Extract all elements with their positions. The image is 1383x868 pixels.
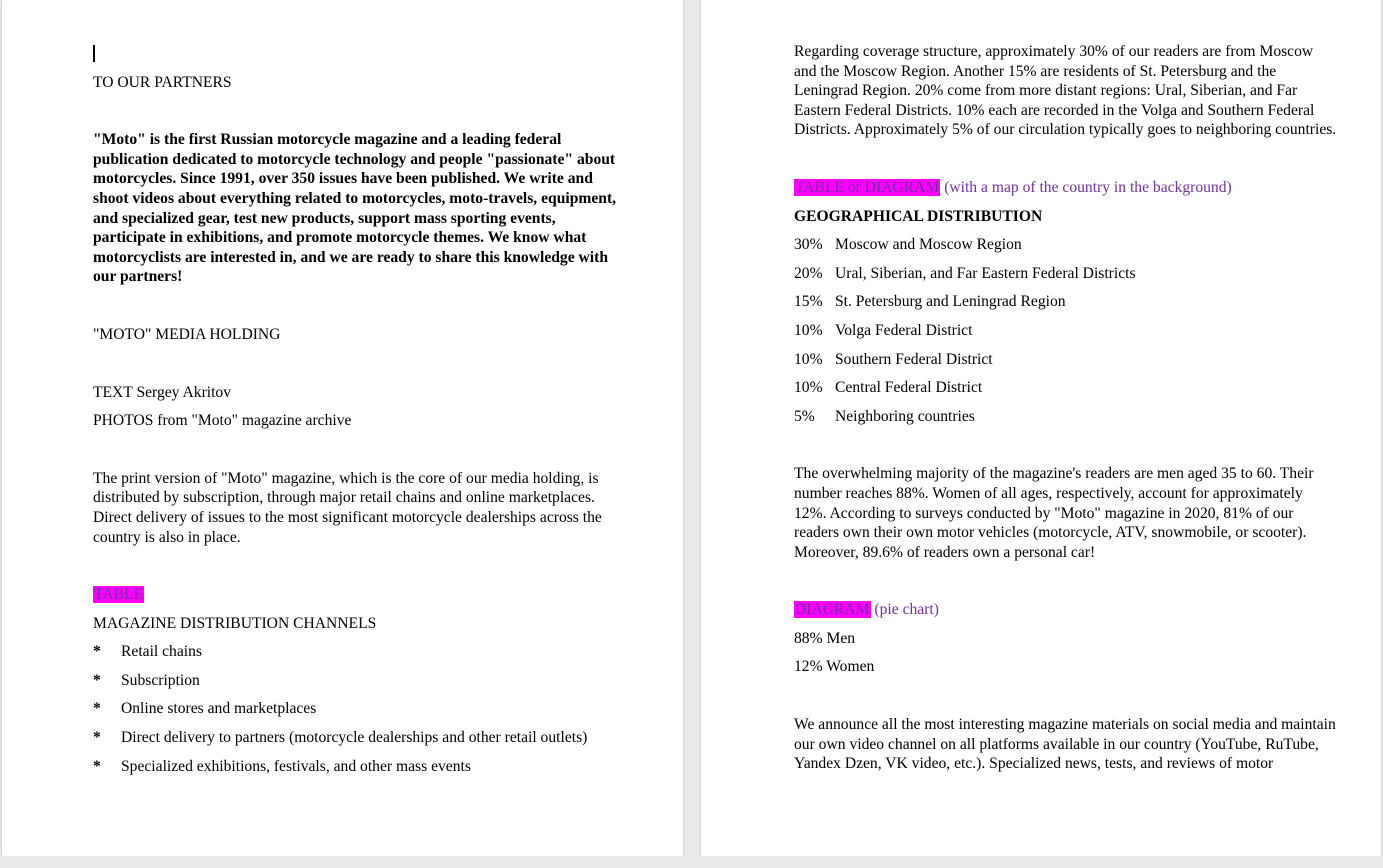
pie-row-men[interactable]: 88% Men: [794, 629, 856, 647]
channel-list-item[interactable]: [93, 728, 623, 748]
geo-percent: 5%: [794, 407, 815, 425]
bullet-marker: *: [93, 643, 101, 661]
geo-distribution-row[interactable]: [794, 378, 1337, 398]
channel-list-item[interactable]: [93, 671, 623, 691]
channel-text: Online stores and marketplaces: [121, 700, 317, 718]
table-or-diagram-note: (with a map of the country in the background): [944, 178, 1232, 196]
credit-photos[interactable]: PHOTOS from "Moto" magazine archive: [93, 412, 352, 430]
geo-distribution-row[interactable]: [794, 407, 1337, 427]
credit-text-author[interactable]: TEXT Sergey Akritov: [93, 383, 232, 401]
geo-region: Volga Federal District: [835, 321, 973, 339]
geo-region: Moscow and Moscow Region: [835, 236, 1022, 254]
heading-distribution-channels[interactable]: MAGAZINE DISTRIBUTION CHANNELS: [93, 614, 377, 632]
geo-percent: 10%: [794, 350, 823, 368]
paragraph-print-distribution[interactable]: The print version of "Moto" magazine, which is the core of our media holding, is distributed by subscription, through major retail chains and online marketplaces. Direct delivery of issues to the most significant motorcycle dealerships across the country is also in place.: [93, 469, 602, 546]
channel-text: Subscription: [121, 671, 200, 689]
geo-percent: 30%: [794, 236, 823, 254]
heading-geographical-distribution[interactable]: GEOGRAPHICAL DISTRIBUTION: [794, 207, 1043, 225]
geo-region: Southern Federal District: [835, 350, 993, 368]
bullet-marker: *: [93, 729, 101, 747]
geo-distribution-row[interactable]: [794, 292, 1337, 312]
geo-percent: 15%: [794, 293, 823, 311]
geo-distribution-row[interactable]: [794, 235, 1337, 255]
geo-region: Neighboring countries: [835, 407, 975, 425]
geo-percent: 10%: [794, 379, 823, 397]
geo-distribution-row[interactable]: [794, 264, 1337, 284]
geo-percent: 20%: [794, 264, 823, 282]
pie-row-women[interactable]: 12% Women: [794, 658, 875, 676]
table-marker-highlight: TABLE: [94, 586, 143, 604]
diagram-marker[interactable]: [794, 600, 1337, 620]
page-bottom-margin: [0, 856, 1383, 868]
geo-distribution-row[interactable]: [794, 321, 1337, 341]
table-or-diagram-highlight: TABLE or DIAGRAM: [795, 178, 940, 196]
paragraph-intro[interactable]: "Moto" is the first Russian motorcycle magazine and a leading federal publication dedicated to motorcycle technology and people "passionate" about motorcycles. Since 1991, over 350 issues have been published. We write and shoot videos about everything related to motorcycles, moto-travels, equipment, and specialized gear, test new products, support mass sporting events, participate in exhibitions, and promote motorcycle themes. We know what motorcyclists are interested in, and we are ready to share this knowledge with our partners!: [93, 131, 617, 286]
geo-region: Central Federal District: [835, 379, 983, 397]
page-right[interactable]: [701, 0, 1381, 856]
bullet-marker: *: [93, 700, 101, 718]
geo-region: Ural, Siberian, and Far Eastern Federal Districts: [835, 264, 1136, 282]
empty-paragraph[interactable]: [93, 44, 623, 64]
paragraph-coverage[interactable]: Regarding coverage structure, approximately 30% of our readers are from Moscow and the Moscow Region. Another 15% are residents of St. Petersburg and the Leningrad Region. 20% come from more distant regions: Ural, Siberian, and Far Eastern Federal Districts. 10% each are recorded in the Volga and Southern Federal Districts. Approximately 5% of our circulation typically goes to neighboring countries.: [794, 43, 1337, 139]
table-marker[interactable]: [93, 585, 623, 605]
bullet-marker: *: [93, 671, 101, 689]
geo-region: St. Petersburg and Leningrad Region: [835, 293, 1066, 311]
geo-percent: 10%: [794, 321, 823, 339]
paragraph-social-media[interactable]: We announce all the most interesting magazine materials on social media and maintain our own video channel on all platforms available in our country (YouTube, RuTube, Yandex Dzen, VK video, etc.). Specialized news, tests, and reviews of motor: [794, 716, 1336, 773]
channel-text: Direct delivery to partners (motorcycle dealerships and other retail outlets): [121, 729, 588, 747]
table-or-diagram-marker[interactable]: [794, 178, 1337, 198]
heading-media-holding[interactable]: "MOTO" MEDIA HOLDING: [93, 325, 281, 343]
channel-text: Retail chains: [121, 643, 202, 661]
page-left[interactable]: [2, 0, 683, 856]
channel-text: Specialized exhibitions, festivals, and other mass events: [121, 757, 471, 775]
channel-list-item[interactable]: [93, 757, 623, 777]
diagram-note: (pie chart): [874, 601, 939, 619]
bullet-marker: *: [93, 757, 101, 775]
channel-list-item[interactable]: [93, 699, 623, 719]
paragraph-readers[interactable]: The overwhelming majority of the magazine's readers are men aged 35 to 60. Their number reaches 88%. Women of all ages, respectively, account for approximately 12%. According to surveys conducted by "Moto" magazine in 2020, 81% of our readers own their own motor vehicles (motorcycle, ATV, snowmobile, or scooter). Moreover, 89.6% of readers own a personal car!: [794, 465, 1314, 561]
heading-to-our-partners[interactable]: TO OUR PARTNERS: [93, 73, 232, 91]
channel-list-item[interactable]: [93, 642, 623, 662]
geo-distribution-row[interactable]: [794, 350, 1337, 370]
diagram-highlight: DIAGRAM: [795, 601, 870, 619]
text-cursor: [93, 45, 95, 62]
